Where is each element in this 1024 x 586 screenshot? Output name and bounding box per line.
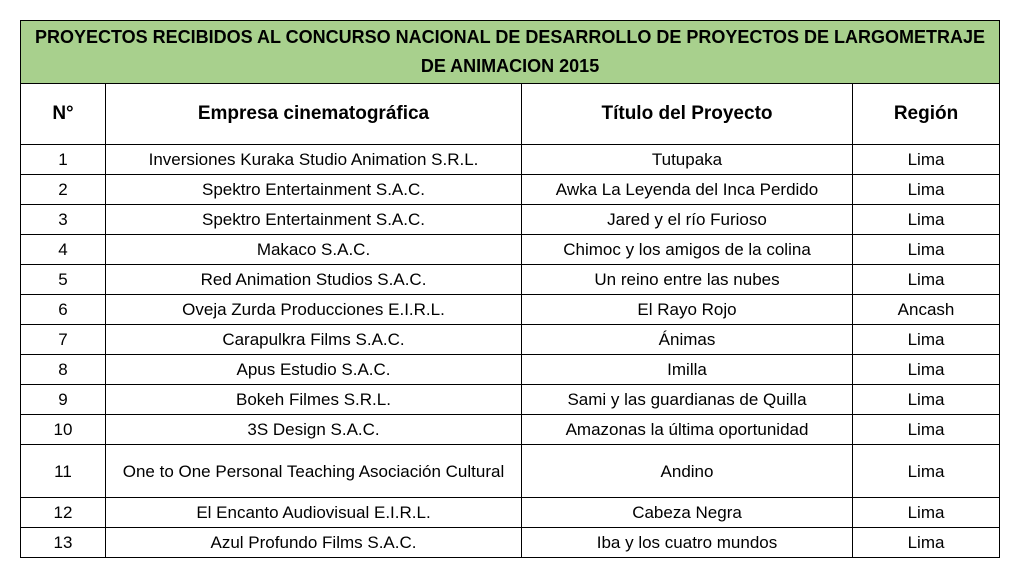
cell-project-title: Jared y el río Furioso xyxy=(522,205,853,235)
cell-region: Lima xyxy=(853,498,1000,528)
cell-company: Carapulkra Films S.A.C. xyxy=(106,325,522,355)
cell-region: Lima xyxy=(853,385,1000,415)
cell-region: Lima xyxy=(853,355,1000,385)
cell-company: 3S Design S.A.C. xyxy=(106,415,522,445)
cell-number: 5 xyxy=(21,265,106,295)
cell-project-title: Tutupaka xyxy=(522,145,853,175)
cell-number: 4 xyxy=(21,235,106,265)
cell-number: 3 xyxy=(21,205,106,235)
column-header-project-title: Título del Proyecto xyxy=(522,84,853,145)
cell-region: Lima xyxy=(853,265,1000,295)
projects-sheet xyxy=(20,20,999,558)
cell-region: Lima xyxy=(853,528,1000,558)
cell-number: 6 xyxy=(21,295,106,325)
cell-company: Azul Profundo Films S.A.C. xyxy=(106,528,522,558)
cell-number: 7 xyxy=(21,325,106,355)
cell-number: 11 xyxy=(21,445,106,498)
table-row xyxy=(21,145,1000,175)
column-header-number: N° xyxy=(21,84,106,145)
cell-project-title: Amazonas la última oportunidad xyxy=(522,415,853,445)
table-row xyxy=(21,528,1000,558)
cell-region: Lima xyxy=(853,415,1000,445)
cell-number: 2 xyxy=(21,175,106,205)
cell-company: Red Animation Studios S.A.C. xyxy=(106,265,522,295)
cell-company: Spektro Entertainment S.A.C. xyxy=(106,205,522,235)
cell-number: 10 xyxy=(21,415,106,445)
table-row xyxy=(21,295,1000,325)
cell-project-title: Awka La Leyenda del Inca Perdido xyxy=(522,175,853,205)
cell-region: Ancash xyxy=(853,295,1000,325)
cell-company: Apus Estudio S.A.C. xyxy=(106,355,522,385)
cell-number: 9 xyxy=(21,385,106,415)
cell-company: Oveja Zurda Producciones E.I.R.L. xyxy=(106,295,522,325)
table-row xyxy=(21,325,1000,355)
cell-project-title: Ánimas xyxy=(522,325,853,355)
cell-project-title: Iba y los cuatro mundos xyxy=(522,528,853,558)
table-row xyxy=(21,235,1000,265)
cell-company: Bokeh Filmes S.R.L. xyxy=(106,385,522,415)
cell-number: 1 xyxy=(21,145,106,175)
table-row xyxy=(21,355,1000,385)
column-header-company: Empresa cinematográfica xyxy=(106,84,522,145)
cell-project-title: Sami y las guardianas de Quilla xyxy=(522,385,853,415)
table-row xyxy=(21,265,1000,295)
cell-project-title: El Rayo Rojo xyxy=(522,295,853,325)
table-row xyxy=(21,175,1000,205)
cell-company: Inversiones Kuraka Studio Animation S.R.L. xyxy=(106,145,522,175)
cell-number: 8 xyxy=(21,355,106,385)
cell-company: Makaco S.A.C. xyxy=(106,235,522,265)
cell-project-title: Un reino entre las nubes xyxy=(522,265,853,295)
table-row xyxy=(21,415,1000,445)
cell-project-title: Chimoc y los amigos de la colina xyxy=(522,235,853,265)
cell-company: One to One Personal Teaching Asociación Cultural xyxy=(106,445,522,498)
projects-table xyxy=(20,20,1000,558)
cell-company: El Encanto Audiovisual E.I.R.L. xyxy=(106,498,522,528)
cell-region: Lima xyxy=(853,145,1000,175)
column-header-region: Región xyxy=(853,84,1000,145)
cell-company: Spektro Entertainment S.A.C. xyxy=(106,175,522,205)
cell-region: Lima xyxy=(853,175,1000,205)
table-row xyxy=(21,498,1000,528)
cell-region: Lima xyxy=(853,205,1000,235)
table-title: PROYECTOS RECIBIDOS AL CONCURSO NACIONAL DE DESARROLLO DE PROYECTOS DE LARGOMETRAJE DE ANIMACION 2015 xyxy=(21,21,1000,84)
header-row xyxy=(21,84,1000,145)
table-row xyxy=(21,385,1000,415)
cell-region: Lima xyxy=(853,235,1000,265)
cell-region: Lima xyxy=(853,445,1000,498)
cell-number: 12 xyxy=(21,498,106,528)
cell-project-title: Andino xyxy=(522,445,853,498)
table-row xyxy=(21,445,1000,498)
table-row xyxy=(21,205,1000,235)
cell-number: 13 xyxy=(21,528,106,558)
cell-region: Lima xyxy=(853,325,1000,355)
cell-project-title: Cabeza Negra xyxy=(522,498,853,528)
cell-project-title: Imilla xyxy=(522,355,853,385)
